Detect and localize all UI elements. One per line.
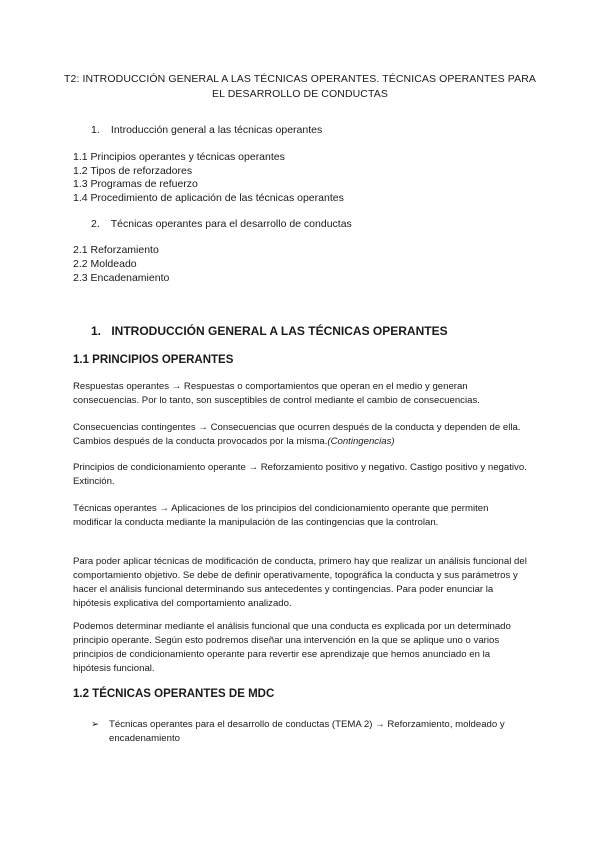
paragraph-tecnicas-operantes: Técnicas operantes → Aplicaciones de los principios del condicionamiento operante que permiten modificar la conducta mediante la manipulación de las contingencias que la controlan. [73,503,489,528]
arrow-bullet-icon: ➢ [91,719,100,730]
subsection-heading-1-1: 1.1 PRINCIPIOS OPERANTES [73,354,234,366]
section-heading-1-label: INTRODUCCIÓN GENERAL A LAS TÉCNICAS OPERANTES [111,324,448,338]
toc-item: 1.1 Principios operantes y técnicas operantes [73,151,285,163]
paragraph-principio-operante: Podemos determinar mediante el análisis funcional que una conducta es explicada por un determinado principio operante. Según esto podremos diseñar una intervención en la que se aplique uno o varios principios de condicionamiento operante para revertir ese aprendizaje que hemos anunciado en la hipótesis funcional. [73,621,511,674]
toc-item: 1.2 Tipos de reforzadores [73,164,193,177]
subsection-heading-1-2: 1.2 TÉCNICAS OPERANTES DE MDC [73,688,275,700]
section-heading-1-number: 1. [91,324,102,338]
toc-item: 2.3 Encadenamiento [73,272,170,284]
toc-section-1-label: Introducción general a las técnicas operantes [110,124,323,136]
paragraph-analisis-funcional: Para poder aplicar técnicas de modificación de conducta, primero hay que realizar un análisis funcional del comportamiento objetivo. Se debe de definir operativamente, topográfica la conducta y sus parámetros y hacer el análisis funcional determinando sus antecedentes y contingencias. Para poder enunciar la hipótesis explicativa del comportamiento analizado. [73,556,527,609]
paragraph-principios-condicionamiento: Principios de condicionamiento operante → Reforzamiento positivo y negativo. Castigo positivo y negativo. Extinción. [73,462,527,487]
section-heading-1 [91,324,448,338]
toc-section-1 [91,124,322,138]
paragraph-consecuencias-italic: (Contingencias) [327,436,395,447]
bullet-item [91,718,531,746]
toc-item: 1.3 Programas de refuerzo [73,178,198,190]
toc-section-1-number: 1. [91,124,100,136]
toc-section-2-number: 2. [91,218,100,230]
paragraph-consecuencias-text: Consecuencias contingentes → Consecuencias que ocurren después de la conducta y dependen de ella. Cambios después de la conducta provocados por la misma. [73,422,521,447]
document-title: T2: INTRODUCCIÓN GENERAL A LAS TÉCNICAS OPERANTES. TÉCNICAS OPERANTES PARA EL DESARROLLO DE CONDUCTAS [63,73,537,100]
paragraph-respuestas-operantes: Respuestas operantes → Respuestas o comportamientos que operan en el medio y generan consecuencias. Por lo tanto, son susceptibles de control mediante el cambio de consecuencias. [73,381,480,406]
toc-section-2-label: Técnicas operantes para el desarrollo de conductas [110,218,352,230]
toc-section-2 [91,218,352,232]
bullet-text: Técnicas operantes para el desarrollo de conductas (TEMA 2) → Reforzamiento, moldeado y encadenamiento [109,719,505,744]
toc-item: 2.1 Reforzamiento [73,244,159,256]
toc-item: 2.2 Moldeado [73,258,137,270]
paragraph-consecuencias-contingentes [73,421,528,449]
toc-item: 1.4 Procedimiento de aplicación de las técnicas operantes [73,191,344,204]
